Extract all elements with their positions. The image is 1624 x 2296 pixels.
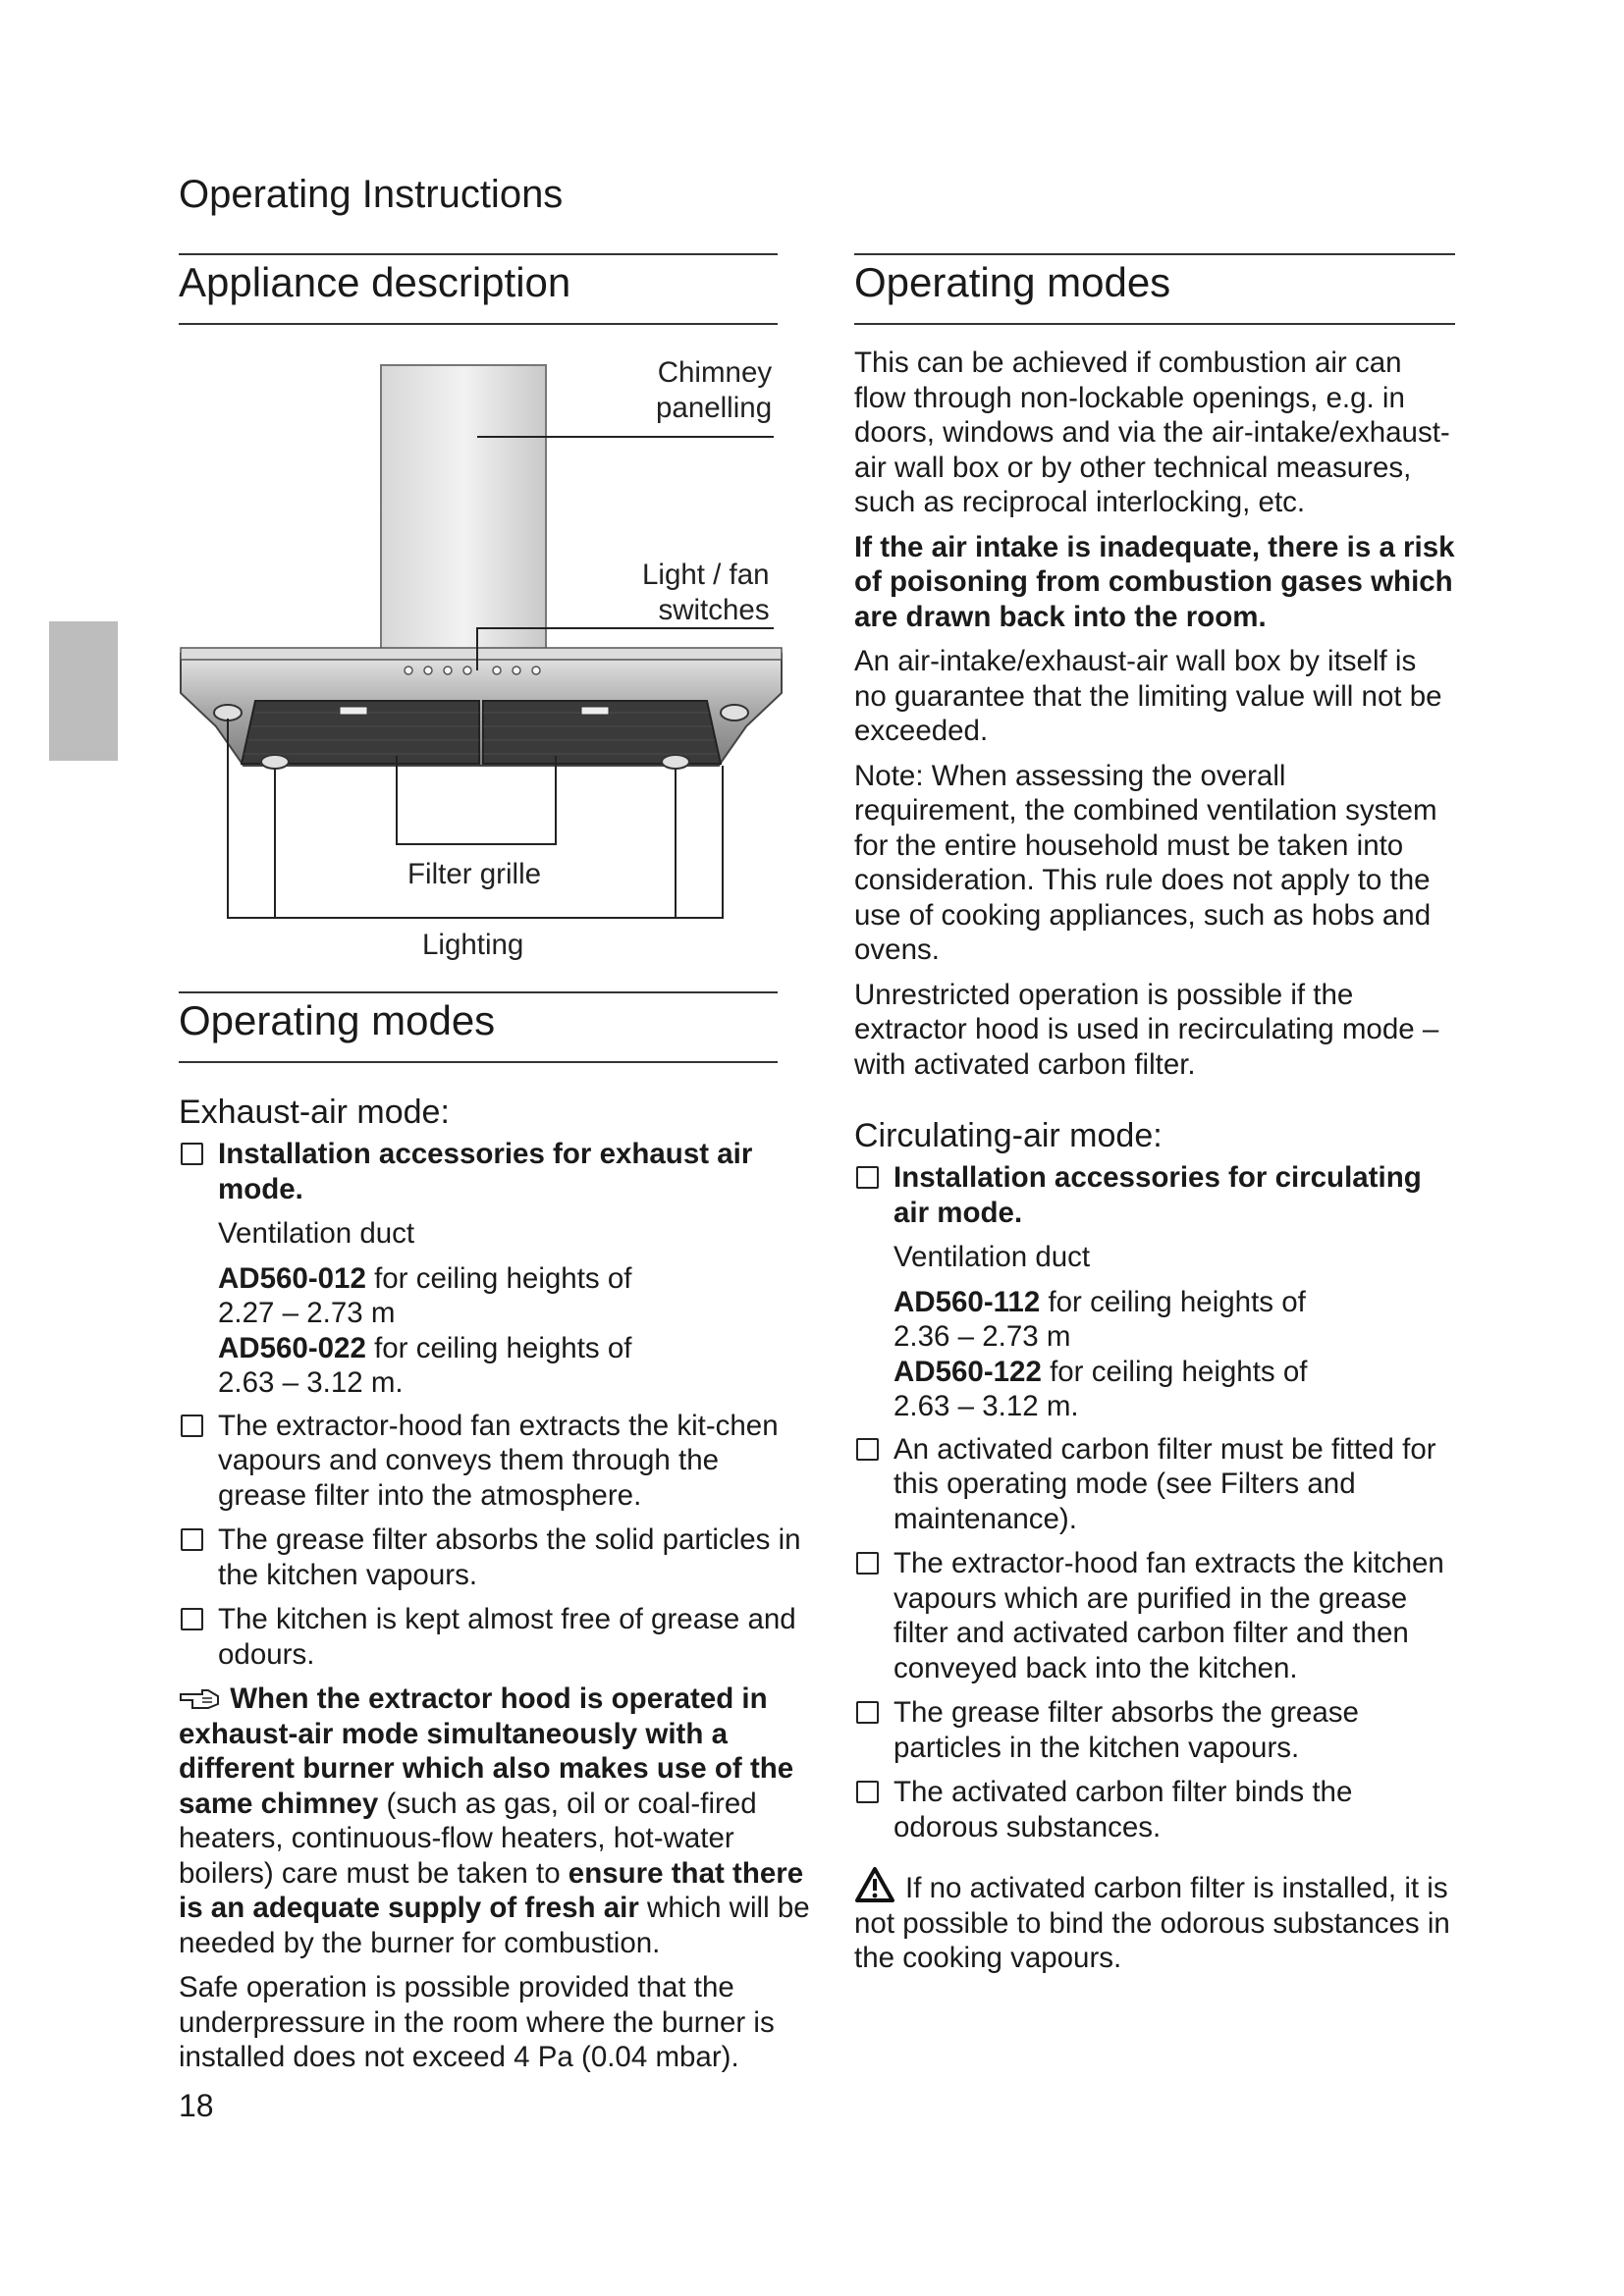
label-lighting: Lighting xyxy=(422,929,524,961)
rule xyxy=(179,1061,778,1063)
accessory-parts xyxy=(854,1285,1455,1424)
rule xyxy=(854,253,1455,255)
chimney-panelling-shape xyxy=(381,365,546,660)
unrestricted-operation-paragraph: Unrestricted operation is possible if the extractor hood is used in recirculating mode – with activated carbon filter. xyxy=(854,978,1439,1081)
part-range: 2.63 – 3.12 m. xyxy=(893,1390,1079,1422)
list-item-text: The activated carbon filter binds the odorous substances. xyxy=(893,1776,1353,1843)
list-item xyxy=(854,1775,1455,1844)
checkbox-bullet-icon xyxy=(181,1415,203,1437)
right-column-text xyxy=(854,346,1455,1986)
part-text: for ceiling heights of xyxy=(365,1331,632,1364)
list-item xyxy=(854,1160,1455,1230)
part-code: AD560-022 xyxy=(218,1331,366,1364)
part-text: for ceiling heights of xyxy=(1040,1285,1306,1318)
label-light-fan-switches xyxy=(642,558,770,628)
operating-modes-title-left: Operating modes xyxy=(179,997,496,1043)
part-range: 2.36 – 2.73 m xyxy=(893,1320,1071,1353)
circulating-air-heading: Circulating-air mode: xyxy=(854,1117,1163,1154)
appliance-description-title: Appliance description xyxy=(179,259,571,305)
page-number: 18 xyxy=(179,2088,214,2123)
label-chimney-line1: Chimney xyxy=(657,356,773,389)
wall-box-paragraph: An air-intake/exhaust-air wall box by itself is no guarantee that the limiting value will not be exceeded. xyxy=(854,645,1442,747)
operating-modes-title-right: Operating modes xyxy=(854,259,1171,305)
list-item xyxy=(179,1602,815,1672)
burner-warning-paragraph xyxy=(179,1682,815,1960)
list-item xyxy=(854,1695,1455,1765)
checkbox-bullet-icon xyxy=(181,1528,203,1551)
checkbox-bullet-icon xyxy=(181,1608,203,1630)
list-item-text: The extractor-hood fan extracts the kitchen vapours which are purified in the grease filter and activated carbon filter and then conveyed back into the kitchen. xyxy=(893,1547,1444,1684)
part-range: 2.27 – 2.73 m xyxy=(218,1297,396,1329)
part-code: AD560-122 xyxy=(893,1355,1042,1388)
list-item-text: The extractor-hood fan extracts the kit-chen vapours and conveys them through the grease filter into the atmosphere. xyxy=(218,1409,779,1512)
part-range: 2.63 – 3.12 m. xyxy=(218,1366,404,1399)
poisoning-risk-paragraph: If the air intake is inadequate, there is a risk of poisoning from combustion gases which are drawn back into the room. xyxy=(854,530,1455,633)
label-filter-grille: Filter grille xyxy=(407,858,542,890)
combustion-air-paragraph: This can be achieved if combustion air can flow through non-lockable openings, e.g. in doors, windows and via the air-intake/exhaust-air wall box or by other technical measures, such as reciprocal interlocking, etc. xyxy=(854,347,1450,518)
left-column-text xyxy=(179,1092,815,2085)
list-item-text: Installation accessories for exhaust air mode. xyxy=(218,1138,753,1205)
warning-bold-text: ensure that there is an adequate supply of fresh air xyxy=(179,1856,804,1924)
checkbox-bullet-icon xyxy=(856,1166,879,1189)
list-item xyxy=(854,1546,1455,1685)
ventilation-duct-label: Ventilation duct xyxy=(218,1217,415,1250)
list-item-text: Installation accessories for circulating air mode. xyxy=(893,1161,1422,1229)
checkbox-bullet-icon xyxy=(181,1143,203,1165)
part-code: AD560-012 xyxy=(218,1261,366,1295)
part-text: for ceiling heights of xyxy=(1041,1355,1308,1388)
rule xyxy=(854,323,1455,325)
rule xyxy=(179,323,778,325)
warning-bold-text: When the extractor hood is operated in exhaust-air mode simultaneously with a different burner which also makes use of the same chimney xyxy=(179,1682,794,1820)
list-item xyxy=(854,1432,1455,1537)
warning-text: If no activated carbon filter is installed, it is not possible to bind the odorous substances in the cooking vapours. xyxy=(854,1872,1450,1974)
label-light-fan-line2: switches xyxy=(658,594,770,626)
rule xyxy=(179,991,778,993)
checkbox-bullet-icon xyxy=(856,1552,879,1575)
carbon-filter-warning xyxy=(854,1866,1455,1976)
list-item-text: The grease filter absorbs the solid particles in the kitchen vapours. xyxy=(218,1523,801,1591)
list-item-text: The kitchen is kept almost free of grease and odours. xyxy=(218,1603,796,1671)
list-item-text: The grease filter absorbs the grease particles in the kitchen vapours. xyxy=(893,1696,1359,1764)
accessory-parts xyxy=(179,1261,815,1401)
document-header: Operating Instructions xyxy=(179,173,564,216)
checkbox-bullet-icon xyxy=(856,1438,879,1461)
exhaust-air-heading: Exhaust-air mode: xyxy=(179,1094,450,1131)
label-chimney xyxy=(656,355,772,426)
safe-operation-paragraph: Safe operation is possible provided that the underpressure in the room where the burner is installed does not exceed 4 Pa (0.04 mbar). xyxy=(179,1971,775,2073)
ventilation-duct-label: Ventilation duct xyxy=(893,1241,1091,1273)
label-light-fan-line1: Light / fan xyxy=(642,559,770,591)
list-item-text: An activated carbon filter must be fitted for this operating mode (see Filters and maintenance). xyxy=(893,1432,1436,1535)
checkbox-bullet-icon xyxy=(856,1781,879,1803)
rule xyxy=(179,253,778,255)
part-code: AD560-112 xyxy=(893,1285,1041,1318)
list-item xyxy=(179,1137,815,1206)
label-chimney-line2: panelling xyxy=(656,392,773,424)
part-text: for ceiling heights of xyxy=(365,1261,632,1295)
pointing-hand-icon xyxy=(179,1686,222,1710)
warning-text: which will be needed by the burner for combustion. xyxy=(179,1892,810,1959)
note-paragraph: Note: When assessing the overall requirement, the combined ventilation system for the entire household must be taken into consideration. This rule does not apply to the use of cooking appliances, such as hobs and ovens. xyxy=(854,759,1437,966)
side-tab-marker xyxy=(49,621,118,761)
checkbox-bullet-icon xyxy=(856,1701,879,1724)
warning-triangle-icon xyxy=(854,1866,895,1903)
list-item xyxy=(179,1522,815,1592)
warning-text: (such as gas, oil or coal-fired heaters, continuous-flow heaters, hot-water boilers) care must be taken to xyxy=(179,1787,757,1890)
list-item xyxy=(179,1409,815,1514)
